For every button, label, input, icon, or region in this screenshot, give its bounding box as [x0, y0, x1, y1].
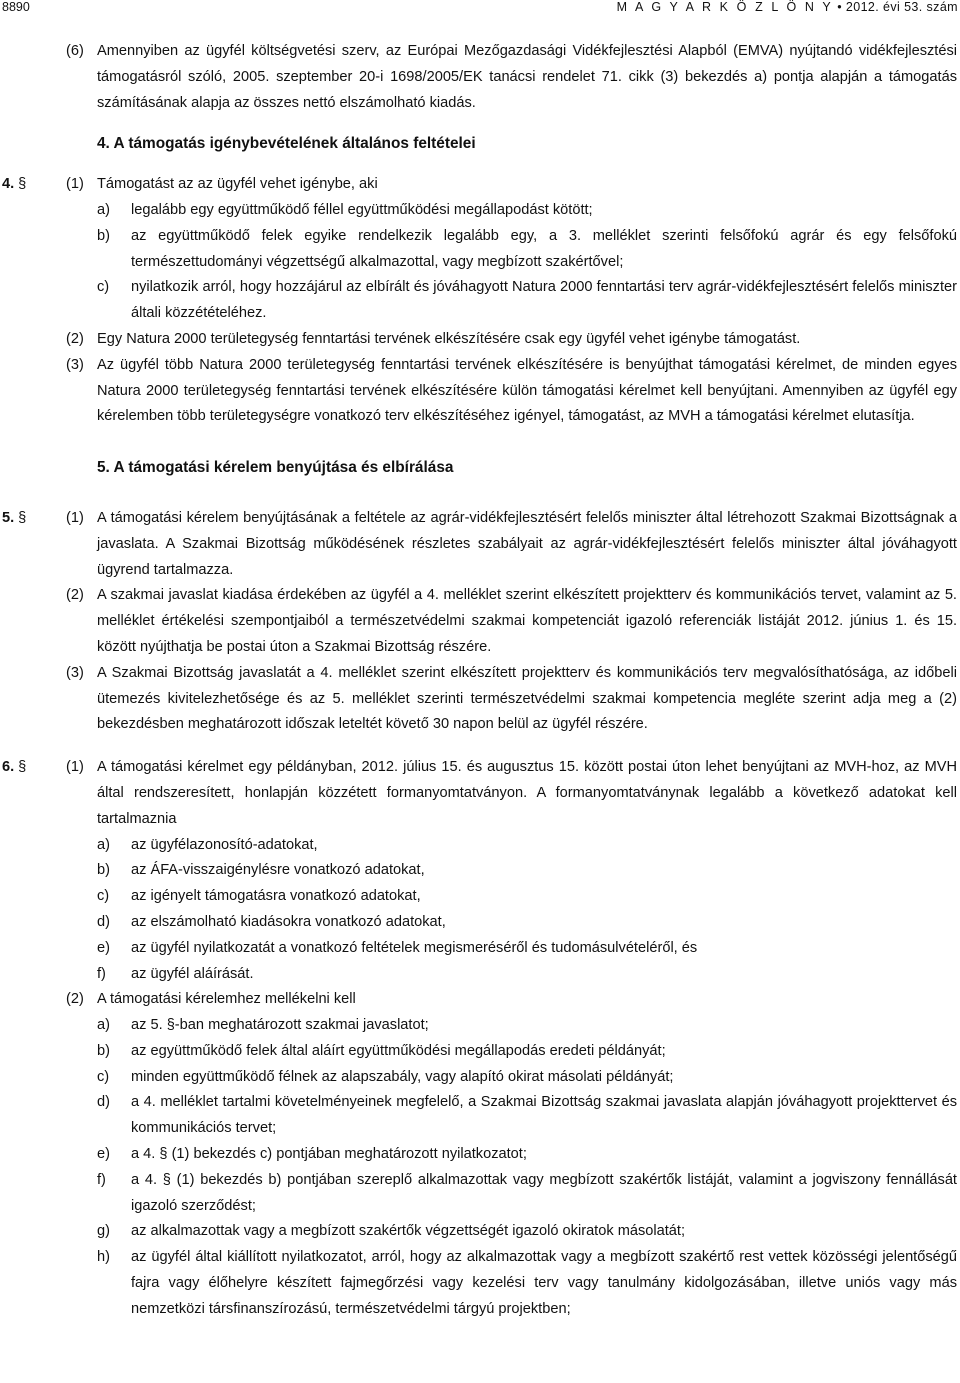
list-item-label: d): [97, 913, 110, 930]
list-item: [0, 1168, 960, 1220]
paragraph-text: Támogatást az az ügyfél vehet igénybe, aki: [97, 176, 378, 193]
list-item: [0, 858, 960, 884]
section-sign-icon: §: [18, 759, 27, 776]
journal-info: [617, 0, 958, 14]
paragraph-number: (2): [66, 991, 84, 1008]
list-item-label: e): [97, 939, 110, 956]
list-item-text: az együttműködő felek egyike rendelkezik legalább egy, a 3. melléklet szerinti felsőfokú agrár és egy felsőfokú természettudományi végzettségű alkalmazottal, vagy megbízott szakértővel;: [131, 227, 957, 270]
section-number: 4. §: [2, 176, 27, 193]
section-sign-icon: §: [18, 176, 27, 193]
list-item-label: a): [97, 201, 110, 218]
journal-title: M A G Y A R K Ö Z L Ö N Y: [616, 0, 834, 14]
section-6-paragraph-2: [0, 987, 960, 1013]
list-item-text: nyilatkozik arról, hogy hozzájárul az elbírált és jóváhagyott Natura 2000 fenntartási terv agrár-vidékfejlesztésért felelős miniszter általi közzétételéhez.: [131, 279, 957, 322]
list-item-text: az ügyfél nyilatkozatát a vonatkozó feltételek megismeréséről és tudomásulvételéről, és: [131, 939, 698, 956]
section-4-paragraph-3: [0, 353, 960, 430]
list-item: [0, 1090, 960, 1142]
paragraph-text: Egy Natura 2000 területegység fenntartási tervének elkészítésére csak egy ügyfél vehet igénybe támogatást.: [97, 330, 801, 347]
list-item-text: az igényelt támogatásra vonatkozó adatokat,: [131, 888, 421, 905]
list-item: [0, 962, 960, 988]
list-item-label: c): [97, 888, 110, 905]
list-item-text: az alkalmazottak vagy a megbízott szakértők végzettségét igazoló okiratok másolatát;: [131, 1223, 686, 1240]
list-item-label: b): [97, 1042, 110, 1059]
list-item: [0, 1065, 960, 1091]
list-item-label: a): [97, 836, 110, 853]
list-item-label: a): [97, 1017, 110, 1034]
list-item-text: legalább egy együttműködő féllel együttműködési megállapodást kötött;: [131, 201, 593, 218]
section-number: 5. §: [2, 509, 27, 526]
list-item: [0, 884, 960, 910]
list-item-text: a 4. § (1) bekezdés c) pontjában meghatározott nyilatkozatot;: [131, 1146, 527, 1163]
list-item-label: d): [97, 1094, 110, 1111]
list-item-text: az elszámolható kiadásokra vonatkozó adatokat,: [131, 913, 446, 930]
issue-number: 2012. évi 53. szám: [845, 0, 958, 14]
paragraph-text: A szakmai javaslat kiadása érdekében az ügyfél a 4. melléklet szerint elkészített projektterv és kommunikációs tervet, valamint az 5. melléklet értékelési szempontjaiból a természetvédelmi szakmai kompetenciát igazoló referenciák listáját 2012. június 1. és 15. között nyújthatja be postai úton a Szakmai Bizottság részére.: [97, 587, 957, 655]
paragraph-number: (1): [66, 759, 84, 776]
bullet-icon: •: [837, 0, 842, 14]
paragraph-number: (1): [66, 176, 84, 193]
list-item: [0, 1039, 960, 1065]
list-item: [0, 833, 960, 859]
paragraph-text: A Szakmai Bizottság javaslatát a 4. melléklet szerint elkészített projektterv és kommunikációs terv megvalósíthatósága, az időbeli ütemezés kivitelezhetősége és az 5. melléklet szerinti természetvédelmi szakmai kompetencia megléte szerint adja meg a (2) bekezdésben meghatározott időszak leteltét követő 30 napon belül az ügyfél részére.: [97, 664, 957, 733]
paragraph-number: (3): [66, 664, 84, 681]
paragraph-number: (2): [66, 330, 84, 347]
list-item-text: az ÁFA-visszaigénylésre vonatkozó adatokat,: [131, 862, 425, 879]
chapter-heading-4: 4. A támogatás igénybevételének általános feltételei: [97, 135, 476, 153]
list-item: [0, 910, 960, 936]
list-item: [0, 198, 960, 224]
list-item: [0, 1142, 960, 1168]
list-item-text: a 4. melléklet tartalmi követelményeinek megfelelő, a Szakmai Bizottság szakmai javaslata alapján jóváhagyott projekttervet és kommunikációs tervet;: [131, 1094, 957, 1137]
paragraph-text: Amennyiben az ügyfél költségvetési szerv, az Európai Mezőgazdasági Vidékfejlesztési Alapból (EMVA) nyújtandó vidékfejlesztési támogatásról szóló, 2005. szeptember 20-i 1698/2005/EK tanácsi rendelet 71. cikk (3) bekezdés a) pontja alapján a támogatás számításának alapja az összes nettó elszámolható kiadás.: [97, 43, 957, 111]
list-item-label: b): [97, 227, 110, 244]
chapter-heading-5: 5. A támogatási kérelem benyújtása és elbírálása: [97, 459, 454, 477]
list-item: [0, 1219, 960, 1245]
section-5-paragraph-3: [0, 661, 960, 738]
list-item: [0, 224, 960, 276]
paragraph-number: (1): [66, 509, 84, 526]
list-item-text: az együttműködő felek által aláírt együttműködési megállapodás eredeti példányát;: [131, 1042, 666, 1059]
list-item-label: f): [97, 1171, 106, 1188]
document-body: [0, 39, 960, 1323]
paragraph-number: (6): [66, 43, 84, 59]
list-item-label: c): [97, 279, 110, 296]
list-item: [0, 1245, 960, 1322]
paragraph-text: A támogatási kérelem benyújtásának a feltétele az agrár-vidékfejlesztésért felelős miniszter által létrehozott Szakmai Bizottságnak a javaslata. A Szakmai Bizottság működésének részletes szabályait az agrár-vidékfejlesztésért felelős miniszter által jóváhagyott ügyrend tartalmazza.: [97, 509, 957, 578]
page-number: 8890: [2, 0, 30, 14]
list-item-text: minden együttműködő félnek az alapszabály, vagy alapító okirat másolati példányát;: [131, 1068, 674, 1085]
paragraph-number: (3): [66, 356, 84, 373]
list-item-label: e): [97, 1146, 110, 1163]
paragraph-text: Az ügyfél több Natura 2000 területegység fenntartási tervének elkészítésére is benyújthat támogatási kérelmet, de minden egyes Natura 2000 területegység fenntartási tervének elkészítésére külön támogatási kérelmet kell benyújtani. Amennyiben az ügyfél egy kérelemben több területegységre vonatkozó terv elkészítéséhez igényel, támogatást, az MVH a támogatási kérelmet elutasítja.: [97, 356, 957, 425]
list-item: [0, 275, 960, 327]
list-item-label: b): [97, 862, 110, 879]
list-item-label: c): [97, 1068, 110, 1085]
section-4-paragraph-1: [0, 172, 960, 198]
page-header: [0, 0, 960, 14]
list-item-text: az ügyfélazonosító-adatokat,: [131, 836, 318, 853]
paragraph-text: A támogatási kérelmet egy példányban, 2012. július 15. és augusztus 15. között postai úton lehet benyújtani az MVH-hoz, az MVH által rendszeresített, honlapján közzétett formanyomtatványon. A formanyomtatványnak legalább a következő adatokat kell tartalmaznia: [97, 759, 957, 827]
paragraph-6: [0, 39, 960, 116]
section-4: [0, 172, 960, 430]
list-item-label: g): [97, 1223, 110, 1240]
section-sign-icon: §: [18, 509, 27, 526]
section-4-paragraph-2: [0, 327, 960, 353]
list-item-text: az ügyfél aláírását.: [131, 965, 254, 982]
list-item-label: f): [97, 965, 106, 982]
list-item-label: h): [97, 1249, 110, 1266]
list-item-text: az 5. §-ban meghatározott szakmai javaslatot;: [131, 1017, 429, 1034]
section-6-paragraph-1: [0, 755, 960, 832]
section-5: [0, 506, 960, 738]
list-item: [0, 1013, 960, 1039]
list-item-text: a 4. § (1) bekezdés b) pontjában szereplő alkalmazottak vagy megbízott szakértők listáját, valamint a jogviszony fennállását igazoló szerződést;: [131, 1171, 957, 1214]
section-number: 6. §: [2, 759, 27, 776]
paragraph-number: (2): [66, 587, 84, 604]
section-5-paragraph-2: [0, 583, 960, 660]
section-5-paragraph-1: [0, 506, 960, 583]
paragraph-text: A támogatási kérelemhez mellékelni kell: [97, 991, 356, 1008]
list-item-text: az ügyfél által kiállított nyilatkozatot, arról, hogy az alkalmazottak vagy a megbízott szakértő rest vettek közösségi jelentőségű fajra vagy élőhelyre készített fajmegőrzési vagy kezelési terv vagy tanulmány kidolgozásában, illetve uniós vagy más nemzetközi társfinanszírozású, természetvédelmi tárgyú projektben;: [131, 1249, 957, 1317]
section-6: [0, 755, 960, 1323]
list-item: [0, 936, 960, 962]
